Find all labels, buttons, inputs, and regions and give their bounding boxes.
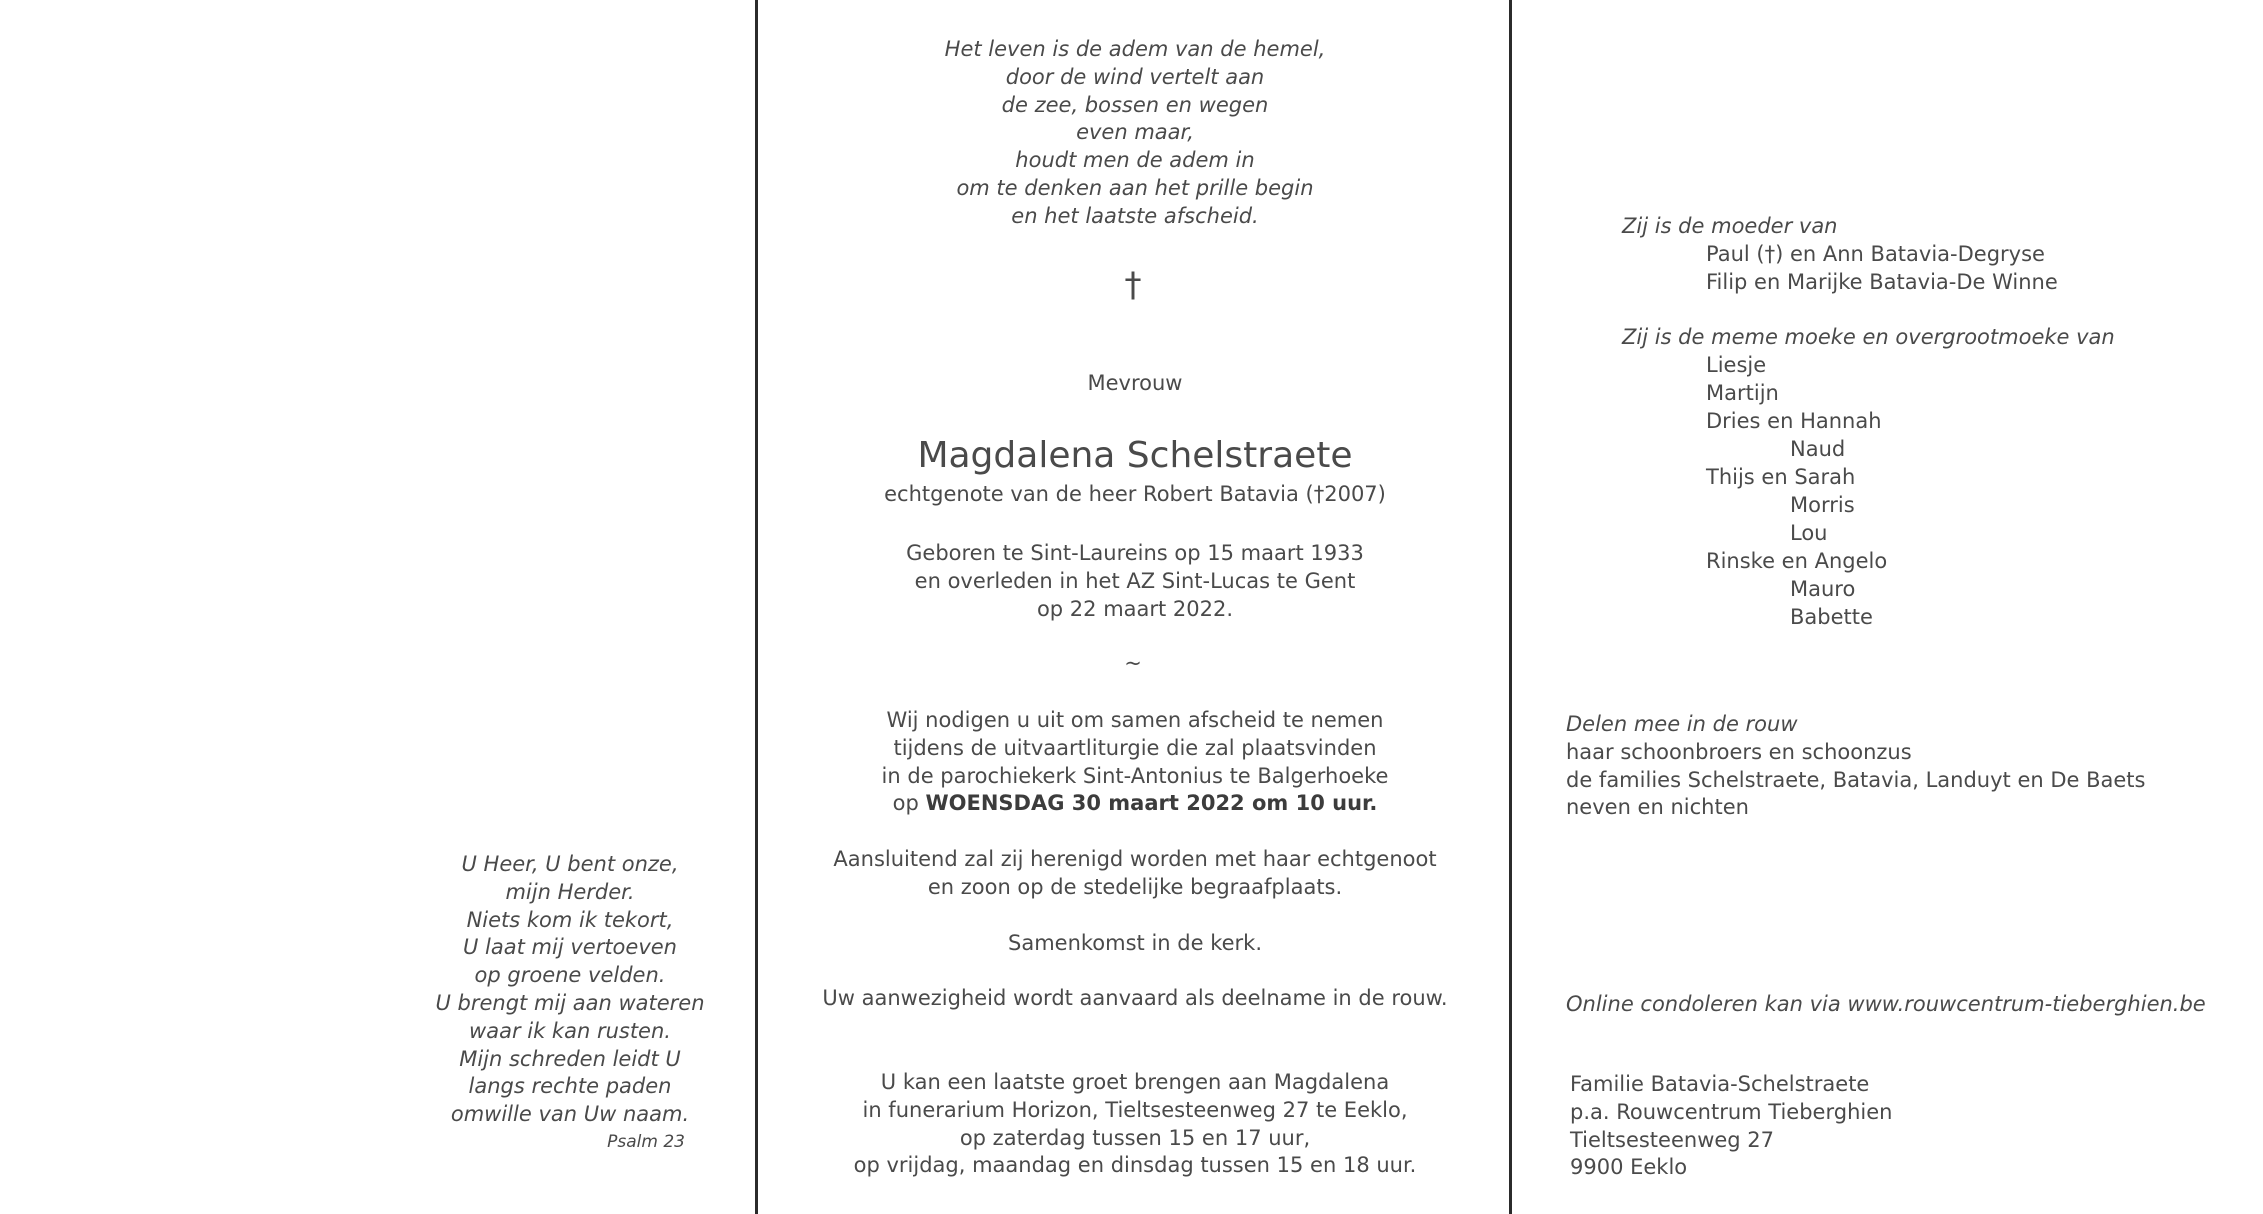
invitation-date-line	[785, 790, 1485, 818]
online-condolences-link[interactable]: Online condoleren kan via www.rouwcentrum-tieberghien.be	[1566, 992, 2206, 1016]
birth-death-line: Geboren te Sint-Laureins op 15 maart 1933	[906, 541, 1364, 565]
psalm-line: U laat mij vertoeven	[463, 935, 677, 960]
poem-line: de zee, bossen en wegen	[1001, 92, 1269, 117]
invitation-date-prefix: op	[892, 791, 919, 816]
psalm-line: op groene velden.	[474, 963, 666, 988]
fold-line-right	[1509, 0, 1512, 1214]
honorific-title: Mevrouw	[1087, 371, 1183, 395]
mother-of-label: Zij is de moeder van	[1622, 214, 1838, 238]
address-line: p.a. Rouwcentrum Tieberghien	[1570, 1099, 1893, 1124]
child-entry: Paul (†) en Ann Batavia-Degryse	[1706, 242, 2045, 266]
mourner-line: de families Schelstraete, Batavia, Landuyt en De Baets	[1566, 767, 2146, 792]
family-address	[1570, 1071, 2070, 1182]
birth-death-info	[835, 540, 1435, 623]
grandchild-entry: Martijn	[1706, 381, 1779, 405]
address-line: Familie Batavia-Schelstraete	[1570, 1072, 1870, 1096]
great-grandchild-entry: Mauro	[1790, 577, 1856, 601]
address-line: 9900 Eeklo	[1570, 1155, 1688, 1180]
burial-line: en zoon op de stedelijke begraafplaats.	[927, 874, 1343, 899]
poem-line: om te denken aan het prille begin	[956, 175, 1314, 200]
visitation-info	[785, 1069, 1485, 1180]
birth-death-line: op 22 maart 2022.	[1036, 596, 1234, 621]
psalm-text	[420, 851, 720, 1129]
poem-line: houdt men de adem in	[1015, 148, 1255, 173]
child-entry: Filip en Marijke Batavia-De Winne	[1706, 270, 2058, 294]
separator-tilde: ~	[1124, 651, 1142, 675]
burial-info	[785, 846, 1485, 902]
fold-line-left	[755, 0, 758, 1214]
psalm-line: U brengt mij aan wateren	[435, 990, 705, 1015]
invitation-line: in de parochiekerk Sint-Antonius te Balgerhoeke	[881, 763, 1389, 788]
great-grandchild-entry: Naud	[1790, 437, 1846, 461]
invitation-line: Wij nodigen u uit om samen afscheid te nemen	[886, 708, 1384, 732]
grandchild-entry: Dries en Hannah	[1706, 409, 1882, 433]
psalm-line: langs rechte paden	[468, 1074, 672, 1099]
visitation-line: op zaterdag tussen 15 en 17 uur,	[959, 1125, 1311, 1150]
visitation-line: in funerarium Horizon, Tieltsesteenweg 27 te Eeklo,	[862, 1097, 1408, 1122]
psalm-reference: Psalm 23	[607, 1132, 685, 1152]
burial-line: Aansluitend zal zij herenigd worden met haar echtgenoot	[833, 847, 1437, 871]
funeral-invitation	[785, 707, 1485, 818]
mourner-line: neven en nichten	[1566, 795, 1749, 820]
psalm-line: waar ik kan rusten.	[469, 1018, 671, 1043]
address-line: Tieltsesteenweg 27	[1570, 1127, 1775, 1152]
invitation-line: tijdens de uitvaartliturgie die zal plaatsvinden	[893, 735, 1377, 760]
psalm-line: mijn Herder.	[505, 879, 635, 904]
poem-line: door de wind vertelt aan	[1005, 64, 1265, 89]
gathering-info: Samenkomst in de kerk.	[1008, 931, 1262, 955]
mourning-label: Delen mee in de rouw	[1566, 712, 1798, 736]
psalm-line: omwille van Uw naam.	[450, 1102, 690, 1127]
mourner-line: haar schoonbroers en schoonzus	[1566, 739, 1912, 764]
grandchild-entry: Liesje	[1706, 353, 1767, 377]
grandchild-entry: Thijs en Sarah	[1706, 465, 1856, 489]
great-grandchild-entry: Lou	[1790, 521, 1828, 545]
visitation-line: op vrijdag, maandag en dinsdag tussen 15 en 18 uur.	[853, 1153, 1417, 1178]
birth-death-line: en overleden in het AZ Sint-Lucas te Gent	[914, 568, 1356, 593]
presence-note: Uw aanwezigheid wordt aanvaard als deelname in de rouw.	[822, 986, 1448, 1010]
invitation-date: WOENSDAG 30 maart 2022 om 10 uur.	[925, 791, 1378, 816]
deceased-name: Magdalena Schelstraete	[917, 435, 1353, 476]
poem-line: even maar,	[1076, 120, 1194, 145]
great-grandchild-entry: Morris	[1790, 493, 1855, 517]
psalm-line: U Heer, U bent onze,	[461, 852, 679, 876]
great-grandchild-entry: Babette	[1790, 605, 1873, 629]
psalm-line: Mijn schreden leidt U	[459, 1046, 681, 1071]
grandmother-of-label: Zij is de meme moeke en overgrootmoeke van	[1622, 325, 2115, 349]
grandchild-entry: Rinske en Angelo	[1706, 549, 1888, 573]
psalm-line: Niets kom ik tekort,	[466, 907, 674, 932]
visitation-line: U kan een laatste groet brengen aan Magdalena	[880, 1070, 1390, 1094]
opening-poem	[835, 36, 1435, 231]
spouse-line: echtgenote van de heer Robert Batavia (†2007)	[884, 482, 1386, 506]
cross-icon: †	[1124, 265, 1142, 305]
poem-line: en het laatste afscheid.	[1011, 203, 1259, 228]
mourners-section	[1566, 711, 2216, 822]
poem-line: Het leven is de adem van de hemel,	[944, 37, 1326, 61]
